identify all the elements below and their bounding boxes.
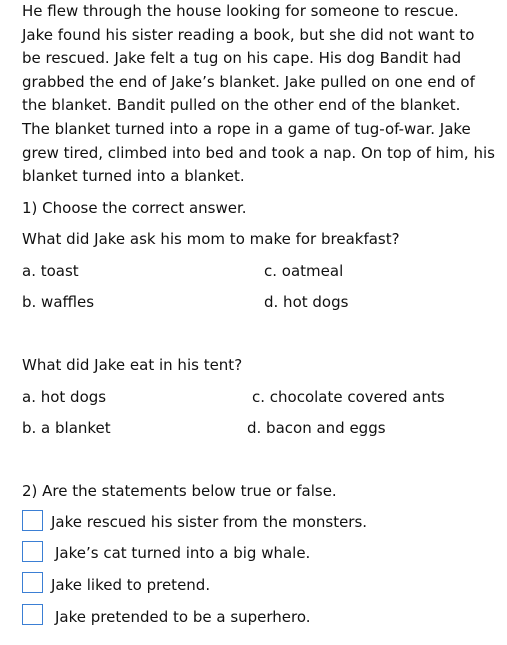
statement-2-checkbox[interactable] bbox=[22, 541, 43, 562]
question-2-option-c[interactable]: c. chocolate covered ants bbox=[252, 388, 445, 406]
statement-2-text: Jake’s cat turned into a big whale. bbox=[55, 544, 311, 562]
question-1-text: What did Jake ask his mom to make for breakfast? bbox=[22, 230, 400, 248]
passage-line: He flew through the house looking for someone to rescue. bbox=[22, 2, 459, 20]
statement-4-checkbox[interactable] bbox=[22, 604, 43, 625]
section-1-heading: 1) Choose the correct answer. bbox=[22, 199, 247, 217]
question-2-option-a[interactable]: a. hot dogs bbox=[22, 388, 107, 406]
statement-1-text: Jake rescued his sister from the monsters. bbox=[51, 513, 368, 531]
statement-4-text: Jake pretended to be a superhero. bbox=[55, 608, 311, 626]
question-1-option-d[interactable]: d. hot dogs bbox=[264, 293, 349, 311]
question-1-option-a[interactable]: a. toast bbox=[22, 262, 79, 280]
passage-line: blanket turned into a blanket. bbox=[22, 167, 245, 186]
statement-3-checkbox[interactable] bbox=[22, 572, 43, 593]
question-2-option-d[interactable]: d. bacon and eggs bbox=[247, 419, 386, 437]
passage-line: be rescued. Jake felt a tug on his cape. His dog Bandit had bbox=[22, 49, 462, 68]
question-1-option-c[interactable]: c. oatmeal bbox=[264, 262, 344, 280]
question-1-option-b[interactable]: b. waffles bbox=[22, 293, 95, 311]
passage-line: grew tired, climbed into bed and took a nap. On top of him, his bbox=[22, 143, 495, 162]
passage-line: the blanket. Bandit pulled on the other end of the blanket. bbox=[22, 96, 461, 115]
statement-3-text: Jake liked to pretend. bbox=[51, 576, 211, 594]
question-2-option-b[interactable]: b. a blanket bbox=[22, 419, 111, 437]
story-passage bbox=[22, 0, 495, 189]
passage-line: grabbed the end of Jake’s blanket. Jake pulled on one end of bbox=[22, 72, 475, 91]
section-2-heading: 2) Are the statements below true or false. bbox=[22, 482, 337, 500]
passage-line: The blanket turned into a rope in a game of tug-of-war. Jake bbox=[22, 119, 471, 138]
passage-line: Jake found his sister reading a book, but she did not want to bbox=[22, 25, 475, 44]
statement-1-checkbox[interactable] bbox=[22, 510, 43, 531]
question-2-text: What did Jake eat in his tent? bbox=[22, 356, 243, 374]
